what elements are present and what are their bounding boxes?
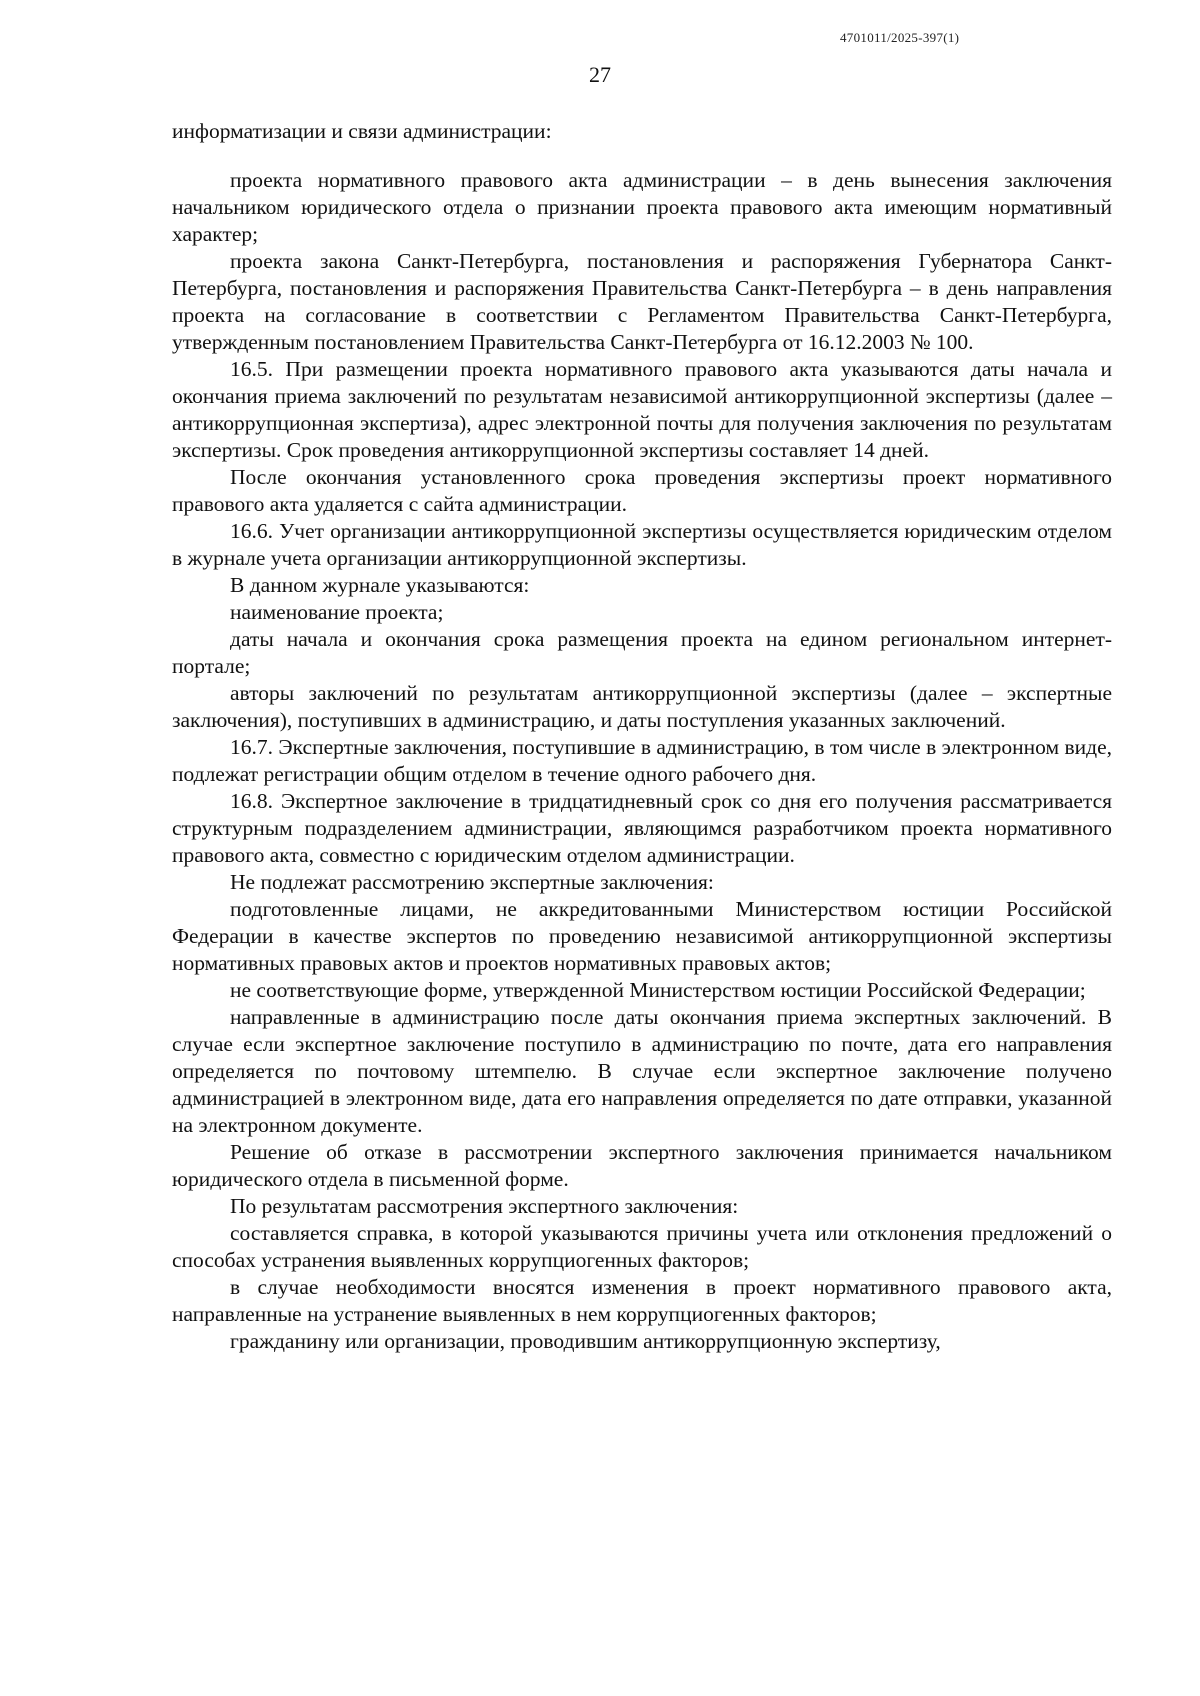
- paragraph: наименование проекта;: [230, 600, 444, 624]
- document-registration-number: 4701011/2025-397(1): [840, 30, 960, 45]
- paragraph: 16.7. Экспертные заключения, поступившие в администрацию, в том числе в электронном виде, подлежат регистрации общим отделом в течение одного рабочего дня.: [172, 735, 1112, 786]
- page-number: 27: [589, 62, 611, 87]
- paragraph: Решение об отказе в рассмотрении экспертного заключения принимается начальником юридического отдела в письменной форме.: [172, 1140, 1112, 1191]
- paragraph: После окончания установленного срока проведения экспертизы проект нормативного правового акта удаляется с сайта администрации.: [172, 465, 1112, 516]
- paragraph: даты начала и окончания срока размещения проекта на едином региональном интернет-портале;: [172, 627, 1112, 678]
- paragraph: Не подлежат рассмотрению экспертные заключения:: [230, 870, 714, 894]
- paragraph: 16.5. При размещении проекта нормативного правового акта указываются даты начала и окончания приема заключений по результатам независимой антикоррупционной экспертизы (далее – антикоррупционная экспертиза), адрес электронной почты для получения заключения по результатам экспертизы. Срок проведения антикоррупционной экспертизы составляет 14 дней.: [172, 357, 1112, 462]
- paragraph: направленные в администрацию после даты окончания приема экспертных заключений. В случае если экспертное заключение поступило в администрацию по почте, дата его направления определяется по почтовому штемпелю. В случае если экспертное заключение получено администрацией в электронном виде, дата его направления определяется по дате отправки, указанной на электронном документе.: [172, 1005, 1112, 1137]
- paragraph: подготовленные лицами, не аккредитованными Министерством юстиции Российской Федерации в качестве экспертов по проведению независимой антикоррупционной экспертизы нормативных правовых актов и проектов нормативных правовых актов;: [172, 897, 1112, 975]
- paragraph: составляется справка, в которой указываются причины учета или отклонения предложений о способах устранения выявленных коррупциогенных факторов;: [172, 1221, 1112, 1272]
- paragraph: гражданину или организации, проводившим антикоррупционную экспертизу,: [230, 1329, 941, 1353]
- paragraph: в случае необходимости вносятся изменения в проект нормативного правового акта, направленные на устранение выявленных в нем коррупциогенных факторов;: [172, 1275, 1112, 1326]
- paragraph: проекта нормативного правового акта администрации – в день вынесения заключения начальником юридического отдела о признании проекта правового акта имеющим нормативный характер;: [172, 168, 1112, 246]
- paragraph: проекта закона Санкт-Петербурга, постановления и распоряжения Губернатора Санкт-Петербурга, постановления и распоряжения Правительства Санкт-Петербурга – в день направления проекта на согласование в соответствии с Регламентом Правительства Санкт-Петербурга, утвержденным постановлением Правительства Санкт-Петербурга от 16.12.2003 № 100.: [172, 249, 1112, 354]
- paragraph: 16.6. Учет организации антикоррупционной экспертизы осуществляется юридическим отделом в журнале учета организации антикоррупционной экспертизы.: [172, 519, 1112, 570]
- paragraph: По результатам рассмотрения экспертного заключения:: [230, 1194, 739, 1218]
- paragraph: авторы заключений по результатам антикоррупционной экспертизы (далее – экспертные заключения), поступивших в администрацию, и даты поступления указанных заключений.: [172, 681, 1112, 732]
- paragraph: 16.8. Экспертное заключение в тридцатидневный срок со дня его получения рассматривается структурным подразделением администрации, являющимся разработчиком проекта нормативного правового акта, совместно с юридическим отделом администрации.: [172, 789, 1112, 867]
- paragraph: В данном журнале указываются:: [230, 573, 530, 597]
- document-body: [172, 118, 1112, 1355]
- paragraph: информатизации и связи администрации:: [172, 119, 552, 143]
- paragraph: не соответствующие форме, утвержденной Министерством юстиции Российской Федерации;: [230, 978, 1086, 1002]
